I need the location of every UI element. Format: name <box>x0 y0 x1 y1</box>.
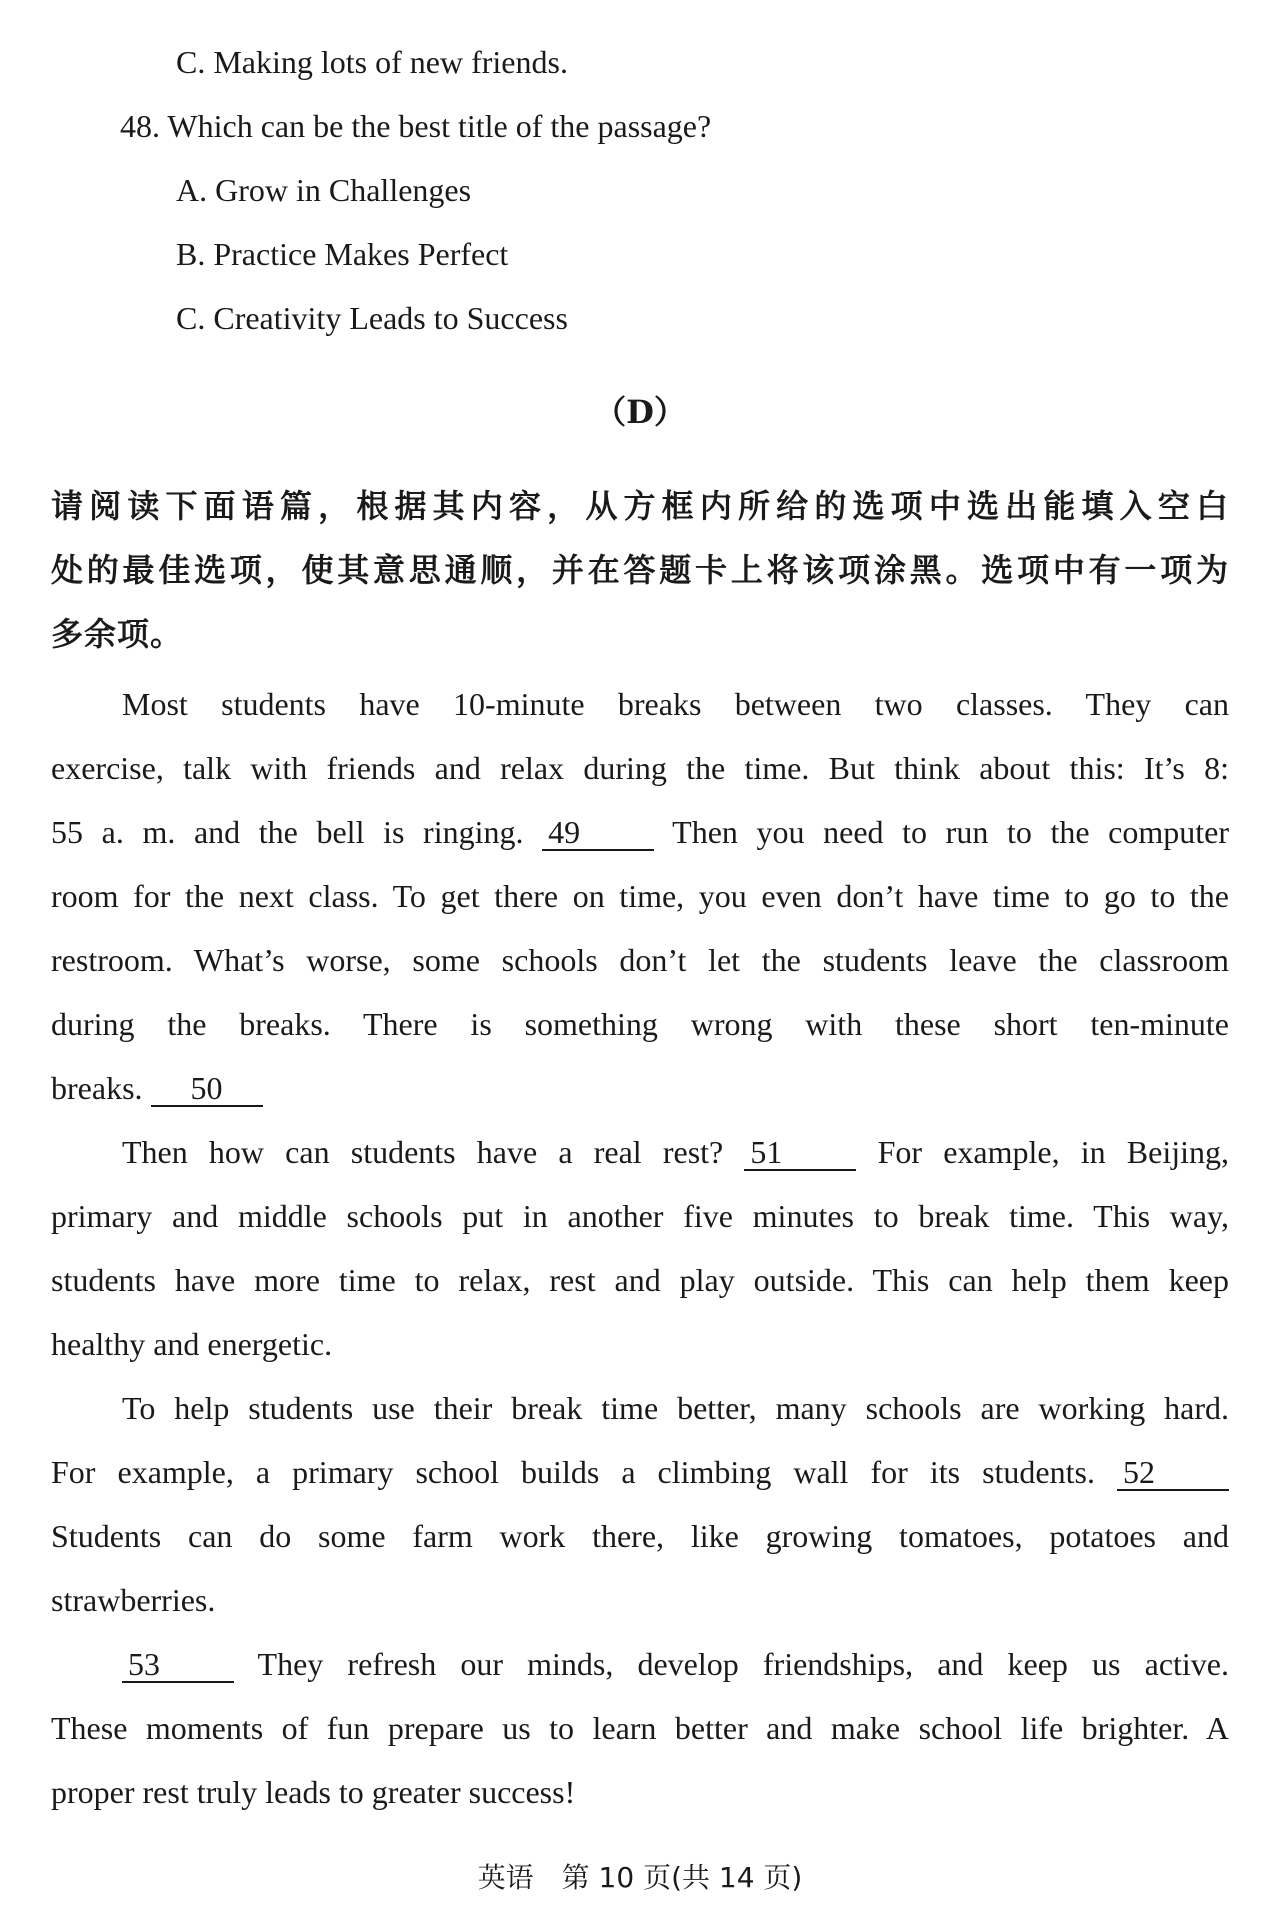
passage-text: Then you need to run to the computer <box>672 814 1230 850</box>
passage-p2-line-2: primary and middle schools put in another five minutes to break time. This way, <box>51 1198 1229 1234</box>
passage-p1-line-5: restroom. What’s worse, some schools don’t let the students leave the classroom <box>51 942 1229 978</box>
passage-p3-line-4: strawberries. <box>51 1582 216 1618</box>
q47-option-c: C. Making lots of new friends. <box>176 44 568 80</box>
passage-p1-line-3 <box>51 812 1229 852</box>
instructions-line-2: 处的最佳选项，使其意思通顺，并在答题卡上将该项涂黑。选项中有一项为 <box>51 551 1229 589</box>
q48-option-a: A. Grow in Challenges <box>176 172 472 208</box>
passage-p2-line-4: healthy and energetic. <box>51 1326 333 1362</box>
page-footer: 英语 第 10 页(共 14 页) <box>477 1861 803 1894</box>
passage-p3-line-3: Students can do some farm work there, like growing tomatoes, potatoes and <box>51 1518 1229 1554</box>
passage-text: breaks. <box>51 1070 143 1106</box>
passage-p1-line-4: room for the next class. To get there on time, you even don’t have time to go to the <box>51 878 1229 914</box>
passage-p1-line-7 <box>51 1068 263 1108</box>
passage-p1-line-6: during the breaks. There is something wrong with these short ten-minute <box>51 1006 1229 1042</box>
blank-52: 52 <box>1117 1455 1229 1491</box>
instructions-line-1: 请阅读下面语篇，根据其内容，从方框内所给的选项中选出能填入空白 <box>51 487 1229 525</box>
q48-question: 48. Which can be the best title of the passage? <box>120 108 712 144</box>
q48-option-b: B. Practice Makes Perfect <box>176 236 509 272</box>
passage-p4-line-3: proper rest truly leads to greater success! <box>51 1774 576 1810</box>
passage-p1-line-2: exercise, talk with friends and relax during the time. But think about this: It’s 8: <box>51 750 1229 786</box>
section-title: （D） <box>594 393 686 431</box>
q48-option-c: C. Creativity Leads to Success <box>176 300 568 336</box>
blank-50: 50 <box>151 1071 263 1107</box>
instructions-line-3: 多余项。 <box>51 615 184 653</box>
passage-text: Then how can students have a real rest? <box>122 1134 724 1170</box>
passage-text: For example, a primary school builds a climbing wall for its students. <box>51 1454 1095 1490</box>
passage-text: They refresh our minds, develop friendships, and keep us active. <box>257 1646 1230 1682</box>
passage-text: 55 a. m. and the bell is ringing. <box>51 814 524 850</box>
blank-53: 53 <box>122 1647 234 1683</box>
passage-p1-line-1: Most students have 10-minute breaks between two classes. They can <box>122 686 1229 722</box>
passage-p3-line-1: To help students use their break time better, many schools are working hard. <box>122 1390 1229 1426</box>
passage-p3-line-2 <box>51 1452 1229 1492</box>
passage-p4-line-2: These moments of fun prepare us to learn better and make school life brighter. A <box>51 1710 1229 1746</box>
passage-p4-line-1 <box>122 1644 1229 1684</box>
blank-49: 49 <box>542 815 654 851</box>
blank-51: 51 <box>744 1135 856 1171</box>
passage-p2-line-3: students have more time to relax, rest and play outside. This can help them keep <box>51 1262 1229 1298</box>
passage-text: For example, in Beijing, <box>877 1134 1230 1170</box>
passage-p2-line-1 <box>122 1132 1229 1172</box>
